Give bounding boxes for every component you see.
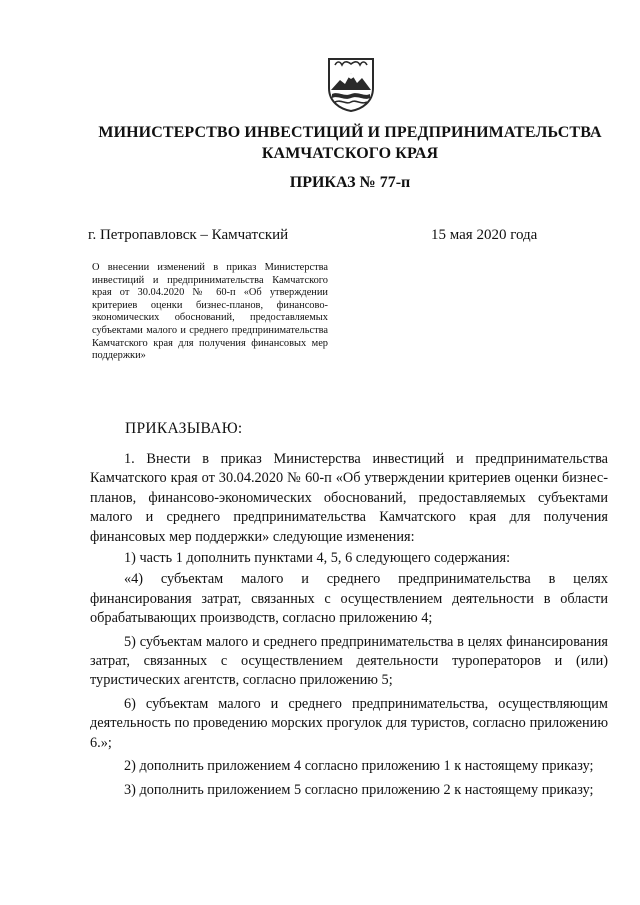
ministry-name xyxy=(90,122,610,164)
ministry-name-line2: КАМЧАТСКОГО КРАЯ xyxy=(261,145,439,162)
decree-word: ПРИКАЗЫВАЮ: xyxy=(125,420,243,437)
paragraph-1-3: 3) дополнить приложением 5 согласно приложению 2 к настоящему приказу; xyxy=(124,781,594,798)
paragraph-item-4: «4) субъектам малого и среднего предпринимательства в целях финансирования затрат, связанных с осуществлением деятельности в области обрабатывающих производств, согласно приложению 4; xyxy=(90,571,608,627)
city: г. Петропавловск – Камчатский xyxy=(88,227,289,243)
order-date: 15 мая 2020 года xyxy=(431,227,538,243)
paragraph-1-2: 2) дополнить приложением 4 согласно приложению 1 к настоящему приказу; xyxy=(124,758,594,775)
paragraph-1: 1. Внести в приказ Министерства инвестиций и предпринимательства Камчатского края от 30.04.2020 № 60-п «Об утверждении критериев оценки бизнес-планов, финансово-экономических обоснований, предоставляемых субъектами малого и среднего предпринимательства Камчатского края для получения финансовых мер поддержки» следующие изменения: xyxy=(90,451,608,545)
order-subject: О внесении изменений в приказ Министерства инвестиций и предпринимательства Камчатского края от 30.04.2020 № 60-п «Об утверждении критериев оценки бизнес-планов, финансово-экономических обоснований, предоставляемых субъектами малого и среднего предпринимательства Камчатского края для получения финансовых мер поддержки» xyxy=(92,262,328,362)
paragraph-item-6: 6) субъектам малого и среднего предпринимательства, осуществляющим деятельность по проведению морских прогулок для туристов, согласно приложению 6.»; xyxy=(90,695,608,751)
ministry-name-line1: МИНИСТЕРСТВО ИНВЕСТИЦИЙ И ПРЕДПРИНИМАТЕЛЬСТВА xyxy=(98,124,602,141)
paragraph-item-5: 5) субъектам малого и среднего предпринимательства в целях финансирования затрат, связанных с осуществлением деятельности туроператоров и (или) туристических агентств, согласно приложению 5; xyxy=(90,633,608,689)
kamchatka-coat-of-arms-icon xyxy=(326,56,376,112)
order-body xyxy=(90,450,608,802)
paragraph-1-1: 1) часть 1 дополнить пунктами 4, 5, 6 следующего содержания: xyxy=(124,550,511,567)
order-title: ПРИКАЗ № 77-п xyxy=(289,174,411,191)
